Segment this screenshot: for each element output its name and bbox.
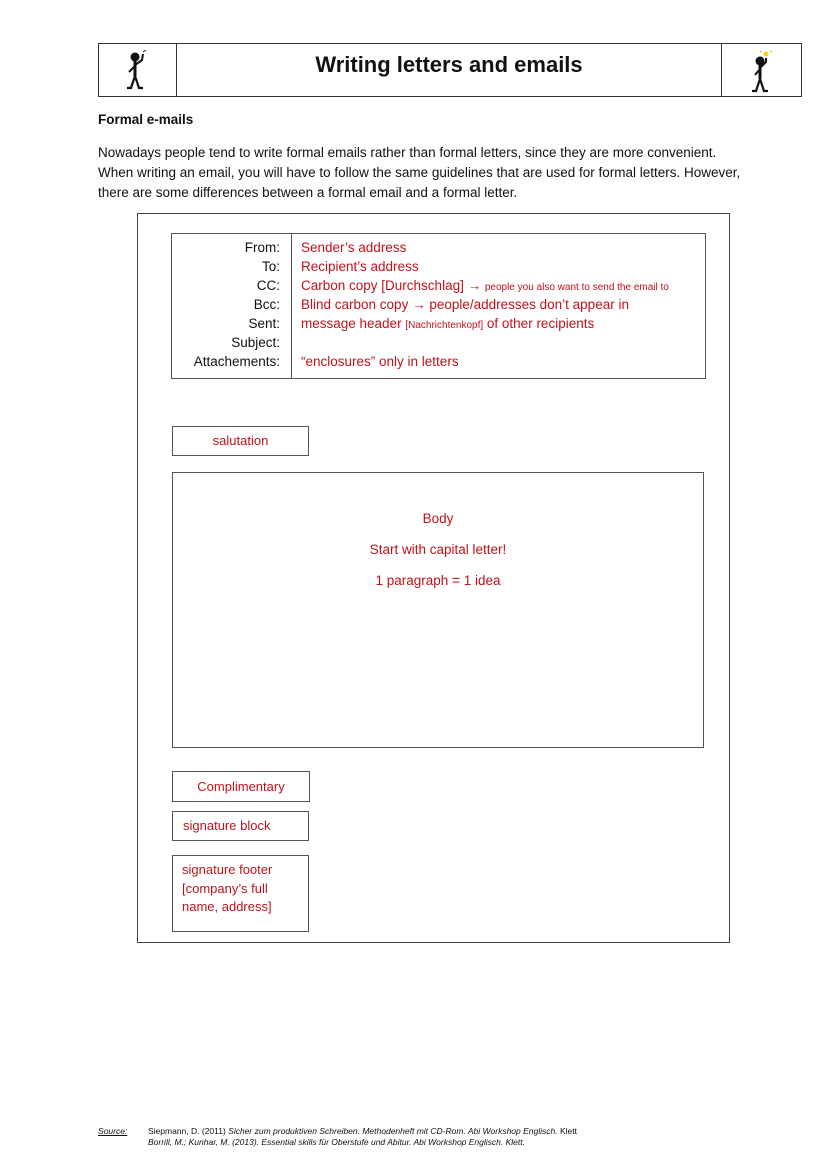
intro-line: there are some differences between a formal email and a formal letter.: [98, 185, 518, 200]
label-cc: CC:: [256, 278, 280, 293]
value-to: Recipient’s address: [301, 259, 419, 274]
page-title: Writing letters and emails: [315, 52, 583, 77]
header-divider: [291, 234, 292, 378]
label-bcc: Bcc:: [253, 297, 280, 312]
value-sent-rest: of other recipients: [483, 316, 595, 331]
complimentary-box: Complimentary: [172, 771, 310, 802]
salutation-box: salutation: [172, 426, 309, 456]
footer-line: [company’s full: [182, 880, 268, 896]
source-line-1-end: Klett: [557, 1126, 577, 1136]
header-right-cell: [721, 44, 801, 96]
source-line-1-italic: Sicher zum produktiven Schreiben. Methodenheft mit CD-Rom. Abi Workshop Englisch.: [228, 1126, 558, 1136]
value-from: Sender’s address: [301, 240, 407, 255]
thinking-figure-icon: [123, 50, 153, 92]
value-sent-main: message header: [301, 316, 406, 331]
label-attachments: Attachements:: [193, 354, 280, 369]
header-left-cell: [99, 44, 177, 96]
signature-block-box: signature block: [172, 811, 309, 841]
intro-line: When writing an email, you will have to follow the same guidelines that are used for formal letters. However,: [98, 165, 741, 180]
label-to: To:: [261, 259, 280, 274]
value-attachments: “enclosures” only in letters: [301, 354, 459, 369]
footer-line: name, address]: [182, 899, 272, 914]
intro-paragraph: [98, 143, 798, 203]
section-title: Formal e-mails: [98, 112, 194, 127]
body-line-paragraph: 1 paragraph = 1 idea: [375, 573, 501, 588]
signature-footer-box: [172, 855, 309, 932]
source-line-2: [148, 1137, 577, 1148]
page-header: [98, 43, 802, 97]
body-line-capital: Start with capital letter!: [369, 542, 507, 557]
source-label: Source:: [98, 1126, 128, 1136]
value-sent: [301, 316, 594, 331]
value-bcc: Blind carbon copy → people/addresses don’t appear in: [301, 297, 629, 312]
source-line-2-italic: Borrill, M.; Kunhar, M. (2013). Essential skills für Oberstufe und Abitur. Abi Workshop Englisch. Klett.: [148, 1137, 525, 1147]
value-sent-note: [Nachrichtenkopf]: [405, 320, 484, 331]
body-box: [172, 472, 704, 748]
email-header-box: [171, 233, 706, 379]
body-title: Body: [422, 511, 454, 526]
intro-line: Nowadays people tend to write formal emails rather than formal letters, since they are more convenient.: [98, 145, 717, 160]
footer-line: signature footer: [182, 862, 273, 877]
value-cc-note: people you also want to send the email to: [484, 282, 669, 293]
source-line-1-plain: Siepmann, D. (2011): [148, 1126, 229, 1136]
value-cc-main: Carbon copy [Durchschlag] →: [301, 278, 485, 293]
label-from: From:: [244, 240, 280, 255]
idea-figure-icon: [747, 50, 777, 94]
value-cc: [301, 278, 669, 293]
source-line-1: [148, 1126, 577, 1137]
label-sent: Sent:: [248, 316, 280, 331]
source-lines: [148, 1126, 577, 1148]
label-subject: Subject:: [231, 335, 280, 350]
